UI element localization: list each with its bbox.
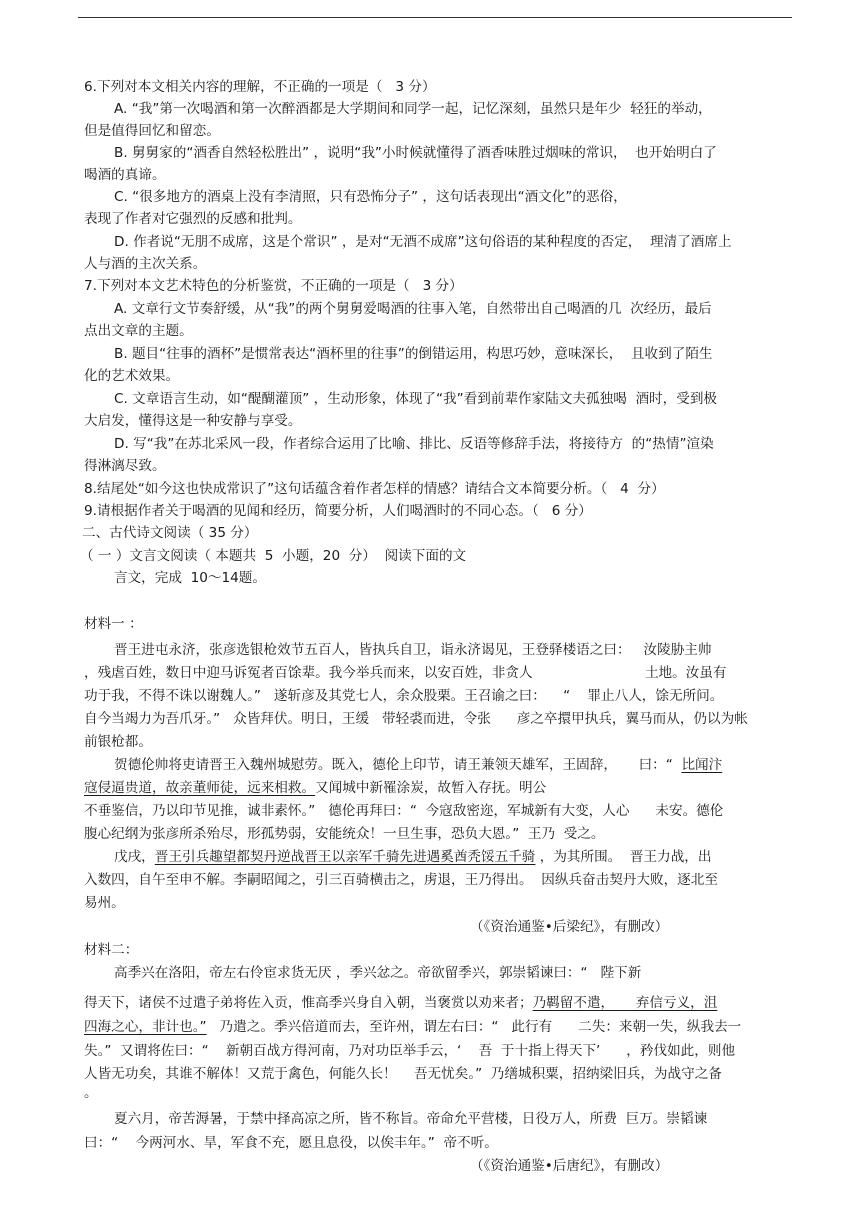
material2-p2-line: 夏六月，帝苦溽暑，于禁中择高凉之所，皆不称旨。帝命允平营楼，日役万人，所费 巨万。崇韬谏 bbox=[114, 1111, 708, 1127]
material2-p1-line: 。 bbox=[84, 1085, 98, 1101]
material2-label: 材料二： bbox=[84, 942, 139, 958]
material2-p1-line: 失。” 又谓将佐曰：“ 新朝百战方得河南，乃对功臣举手云，‘ 吾 于十指上得天下’ ，矜伐如此，则他 bbox=[84, 1043, 736, 1059]
q7-option-a: A. 文章行文节奏舒缓，从“我”的两个舅舅爱喝酒的往事入笔，自然带出自己喝酒的几 次经历，最后 bbox=[114, 301, 712, 317]
material1-p1-line: 自今当竭力为吾爪牙。” 众皆拜伏。明日，王缓 带轻裘而进，令张 彦之卒擐甲执兵，翼马而从，仍以为帐 bbox=[84, 711, 748, 727]
underlined-sentence: 比闻汴 bbox=[681, 757, 723, 773]
q7-option-a-cont: 点出文章的主题。 bbox=[84, 323, 193, 339]
q6-option-d: D. 作者说“无朋不成席，这是个常识” ，是对“无酒不成席”这句俗语的某种程度的否定， 理清了酒席上 bbox=[114, 234, 732, 250]
material1-p3-text: ，为其所围。 晋王力战，出 bbox=[535, 849, 712, 865]
material1-p3-line: 易州。 bbox=[84, 895, 125, 911]
underlined-sentence: 寇侵逼贵道，故亲董师徒，远来相救。 bbox=[84, 780, 316, 796]
material1-p2-line bbox=[114, 754, 722, 776]
material2-p2-line: 曰：“ 今两河水、旱，军食不充，愿且息役，以俟丰年。” 帝不听。 bbox=[84, 1135, 498, 1151]
q7-option-b: B. 题目“往事的酒杯”是惯常表达“酒杯里的往事”的倒错运用，构思巧妙，意味深长， 且收到了陌生 bbox=[114, 346, 713, 362]
material1-p2-text: 贺德伦帅将吏请晋王入魏州城慰劳。既入，德伦上印节，请王兼领天雄军，王固辞， 曰：“ bbox=[114, 757, 682, 773]
q7-stem: 7.下列对本文艺术特色的分析鉴赏，不正确的一项是（ 3 分） bbox=[84, 278, 463, 294]
material1-p1-line: 前银枪都。 bbox=[84, 734, 152, 750]
underlined-sentence: 四海之心，非计也。” bbox=[84, 1019, 207, 1035]
q7-option-d: D. 写“我”在苏北采风一段，作者综合运用了比喻、排比、反语等修辞手法，将接待方 的“热情”渲染 bbox=[114, 436, 714, 452]
material1-p1-line: ，残虐百姓，数日中迎马诉冤者百馀辈。我今举兵而来，以安百姓，非贪人 土地。汝虽有 bbox=[84, 665, 727, 681]
material2-p1-line: 高季兴在洛阳，帝左右伶宦求货无厌 ，季兴忿之。帝欲留季兴，郭崇韬谏曰：“ 陛下新 bbox=[114, 965, 642, 981]
material2-p1-line bbox=[84, 992, 717, 1014]
q7-option-b-cont: 化的艺术效果。 bbox=[84, 368, 180, 384]
material1-p1-line: 晋王进屯永济，张彦选银枪效节五百人，皆执兵自卫，诣永济谒见，王登驿楼语之曰： 汝陵胁主帅 bbox=[114, 642, 712, 658]
section-heading: 二、古代诗文阅读（ 35 分） bbox=[82, 525, 258, 541]
q8-text: 8.结尾处“如今这也快成常识了”这句话蕴含着作者怎样的情感？请结合文本简要分析。（ 4 分） bbox=[84, 481, 665, 497]
subsection-heading: （ 一 ）文言文阅读（ 本题共 5 小题，20 分） 阅读下面的文 bbox=[80, 548, 467, 564]
subsection-heading-cont: 言文，完成 10～14题。 bbox=[114, 570, 266, 586]
material1-p2-line: 腹心纪纲为张彦所杀殆尽，形孤势弱，安能统众！一旦生事，恐负大恩。” 王乃 受之。 bbox=[84, 826, 605, 842]
material1-p2-line bbox=[84, 777, 546, 799]
q6-option-b: B. 舅舅家的“酒香自然轻松胜出” ，说明“我”小时候就懂得了酒香味胜过烟味的常识， 也开始明白了 bbox=[114, 145, 717, 161]
q6-option-a-cont: 但是值得回忆和留恋。 bbox=[84, 123, 220, 139]
material1-label: 材料一 ： bbox=[84, 616, 143, 632]
underlined-sentence: 晋王引兵趣望都契丹逆战晋王以亲军千骑先进遇奚酋秃馁五千骑 bbox=[154, 849, 536, 865]
material2-p1-text: 得天下，诸侯不过遣子弟将佐入贡，惟高季兴身自入朝，当褒赏以劝来者； bbox=[84, 995, 533, 1011]
material1-p3-line bbox=[114, 846, 712, 868]
material1-p2-text: 又闻城中新罹涂炭，故暂入存抚。明公 bbox=[315, 780, 547, 796]
q6-option-c-cont: 表现了作者对它强烈的反感和批判。 bbox=[84, 211, 302, 227]
q6-option-d-cont: 人与酒的主次关系。 bbox=[84, 256, 207, 272]
material1-p3-line: 入数四，自午至申不解。李嗣昭闻之，引三百骑横击之，虏退，王乃得出。 因纵兵奋击契丹大败，逐北至 bbox=[84, 872, 718, 888]
material2-p1-text: 乃遣之。季兴倍道而去，至许州，谓左右曰：“ 此行有 二失：来朝一失，纵我去一 bbox=[206, 1019, 742, 1035]
material2-p1-line: 人皆无功矣，其谁不解体！又荒于禽色，何能久长！ 吾无忧矣。” 乃缮城积粟，招纳梁旧兵，为战守之备 bbox=[84, 1066, 722, 1082]
q9-text: 9.请根据作者关于喝酒的见闻和经历，简要分析，人们喝酒时的不同心态。（ 6 分） bbox=[84, 503, 592, 519]
q7-option-c: C. 文章语言生动，如“醍醐灌顶” ，生动形象，体现了“我”看到前辈作家陆文夫孤独喝 酒时，受到极 bbox=[114, 391, 718, 407]
material2-source: （《资治通鉴•后唐纪》，有删改） bbox=[470, 1158, 669, 1174]
q6-option-b-cont: 喝酒的真谛。 bbox=[84, 167, 166, 183]
material1-p2-line: 不垂鉴信，乃以印节见推，诚非素怀。” 德伦再拜曰：“ 今寇敌密迩，军城新有大变，人心 未安。德伦 bbox=[84, 803, 724, 819]
material1-p3-text: 戊戌， bbox=[114, 849, 155, 865]
q7-option-c-cont: 大启发，懂得这是一种安静与享受。 bbox=[84, 413, 302, 429]
material1-p1-line: 功于我，不得不诛以谢魏人。” 遂斩彦及其党七人，余众股栗。王召谕之曰： “ 罪止八人，馀无所问。 bbox=[84, 688, 724, 704]
header-rule bbox=[78, 17, 792, 18]
underlined-sentence: 乃羁留不遣， 弃信亏义，沮 bbox=[532, 995, 718, 1011]
material2-p1-line bbox=[84, 1016, 741, 1038]
q6-stem: 6.下列对本文相关内容的理解，不正确的一项是（ 3 分） bbox=[84, 79, 436, 95]
q6-option-c: C. “很多地方的酒桌上没有李清照，只有恐怖分子” ，这句话表现出“酒文化”的恶俗， bbox=[114, 189, 627, 205]
material1-source: （《资治通鉴•后梁纪》，有删改） bbox=[470, 919, 669, 935]
q6-option-a: A. “我”第一次喝酒和第一次醉酒都是大学期间和同学一起，记忆深刻，虽然只是年少 轻狂的举动， bbox=[114, 101, 712, 117]
q7-option-d-cont: 得淋漓尽致。 bbox=[84, 458, 166, 474]
